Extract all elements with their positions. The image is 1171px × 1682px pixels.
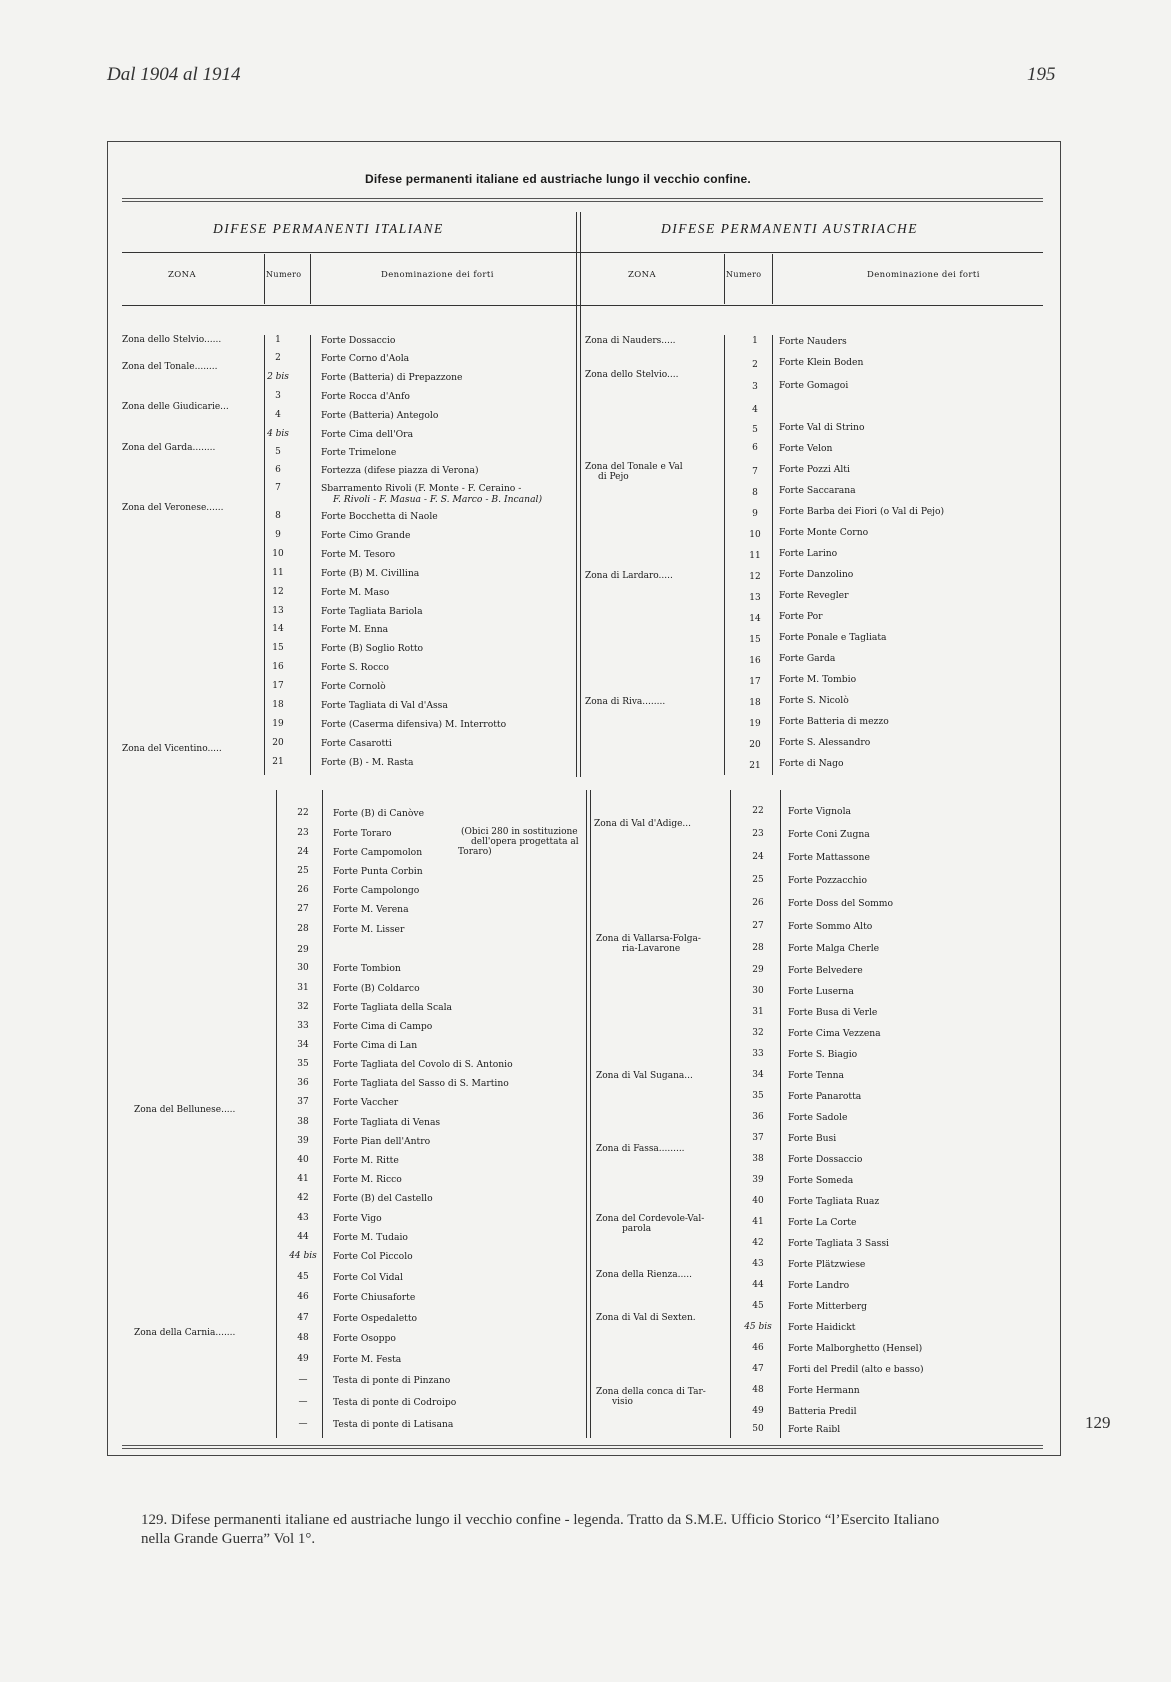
row-number: 41 — [752, 1217, 764, 1227]
forte-name: Forte (Batteria) Antegolo — [321, 410, 439, 421]
forte-name: Forte M. Ricco — [333, 1174, 402, 1185]
row-number: 32 — [297, 1002, 309, 1012]
forte-name: Forte Campomolon — [333, 847, 423, 858]
forte-name: Forte Cornolò — [321, 681, 386, 692]
forte-name: Testa di ponte di Latisana — [333, 1419, 454, 1430]
forte-name-continued: F. Rivoli - F. Masua - F. S. Marco - B. Incanal) — [333, 494, 543, 505]
forte-name: Forte Pian dell'Antro — [333, 1136, 431, 1147]
forte-name: Forte M. Verena — [333, 904, 409, 915]
forte-name: Forte Mitterberg — [788, 1301, 867, 1312]
figure-number: 129 — [1085, 1413, 1111, 1432]
zone-label: visio — [612, 1397, 633, 1407]
col-zona-it: ZONA — [168, 270, 197, 280]
row-number: 12 — [749, 572, 761, 582]
row-number: 34 — [297, 1040, 309, 1050]
forte-name: Forte Landro — [788, 1280, 850, 1291]
row-number: 10 — [272, 549, 284, 559]
zone-label: ria-Lavarone — [622, 944, 681, 954]
row-number: 5 — [752, 425, 758, 435]
row-number: 14 — [272, 624, 284, 634]
row-number: 15 — [272, 643, 284, 653]
row-number: 3 — [275, 391, 281, 401]
row-number: 29 — [752, 965, 764, 975]
row-number: 3 — [752, 382, 758, 392]
forte-name: Forte Dossaccio — [788, 1154, 863, 1165]
row-number: 7 — [752, 467, 758, 477]
forte-name: Forte Doss del Sommo — [788, 898, 894, 909]
forte-name: Forte Tagliata Ruaz — [788, 1196, 880, 1207]
note-obici: Toraro) — [458, 847, 492, 857]
forte-name: Forte S. Biagio — [788, 1049, 858, 1060]
forte-name: Forte (B) di Canòve — [333, 808, 425, 819]
row-number: 45 — [752, 1301, 764, 1311]
forte-name: Forte Raibl — [788, 1424, 841, 1435]
row-number: 10 — [749, 530, 761, 540]
row-number: 39 — [752, 1175, 764, 1185]
row-number: 37 — [297, 1097, 309, 1107]
forte-name: Forte Cima di Campo — [333, 1021, 433, 1032]
note-obici: dell'opera progettata al — [471, 837, 579, 847]
zone-label: Zona della Rienza..... — [596, 1270, 692, 1280]
col-divider — [322, 790, 323, 1438]
forte-name: Forte Col Vidal — [333, 1272, 403, 1283]
forte-name: Forte Klein Boden — [779, 357, 864, 368]
col-divider — [724, 254, 725, 304]
row-number: 13 — [272, 606, 284, 616]
forte-name: Forte S. Rocco — [321, 662, 389, 673]
row-number: 37 — [752, 1133, 764, 1143]
row-number: 43 — [297, 1213, 309, 1223]
forte-name: Forte Rocca d'Anfo — [321, 391, 410, 402]
col-numero-it: Numero — [266, 270, 302, 279]
forte-name: Forte Corno d'Aola — [321, 353, 410, 364]
row-number: 40 — [752, 1196, 764, 1206]
row-number: 35 — [297, 1059, 309, 1069]
rule — [122, 305, 1043, 306]
row-number: 2 bis — [267, 372, 289, 382]
italian-section-header: DIFESE PERMANENTI ITALIANE — [213, 221, 444, 236]
row-number: 42 — [297, 1193, 309, 1203]
row-number: 30 — [297, 963, 309, 973]
forte-name: Forte M. Tesoro — [321, 549, 396, 560]
forte-name: Forte Sadole — [788, 1112, 848, 1123]
row-number: 26 — [752, 898, 764, 908]
forte-name: Batteria Predil — [788, 1406, 857, 1417]
col-divider — [310, 254, 311, 304]
zone-label: Zona dello Stelvio...... — [122, 335, 222, 345]
row-number: 36 — [297, 1078, 309, 1088]
center-divider — [580, 307, 581, 777]
forte-name: Forte M. Ritte — [333, 1155, 399, 1166]
zone-label: Zona di Vallarsa-Folga- — [596, 934, 701, 944]
forte-name: Forte Tagliata del Covolo di S. Antonio — [333, 1059, 513, 1070]
forte-name: Forte (B) del Castello — [333, 1193, 433, 1204]
col-divider — [724, 335, 725, 775]
row-number: 46 — [297, 1292, 309, 1302]
col-denominazione-it: Denominazione dei forti — [381, 270, 494, 280]
forte-name: Testa di ponte di Codroipo — [333, 1397, 457, 1408]
rule — [122, 201, 1043, 202]
row-number: 2 — [752, 360, 758, 370]
row-number: 41 — [297, 1174, 309, 1184]
forte-name: Forte Saccarana — [779, 485, 856, 496]
forte-name: Forte Vignola — [788, 806, 852, 817]
forte-name: Forte Panarotta — [788, 1091, 862, 1102]
row-number: 4 — [275, 410, 281, 420]
row-number: 48 — [297, 1333, 309, 1343]
row-number: 35 — [752, 1091, 764, 1101]
page-number: 195 — [1027, 64, 1056, 85]
row-number: 47 — [752, 1364, 764, 1374]
forte-name: Forte Hermann — [788, 1385, 860, 1396]
zone-label: Zona di Val d'Adige... — [594, 819, 692, 829]
forte-name: Forte Malborghetto (Hensel) — [788, 1343, 923, 1354]
center-divider — [580, 212, 581, 307]
forte-name: Forte Pozzacchio — [788, 875, 868, 886]
col-divider — [772, 254, 773, 304]
row-number: 4 bis — [267, 429, 289, 439]
forte-name: Forte Busi — [788, 1133, 837, 1144]
zone-label: Zona del Bellunese..... — [134, 1105, 236, 1115]
forte-name: Forte La Corte — [788, 1217, 857, 1228]
row-number: 34 — [752, 1070, 764, 1080]
forte-name: Forte S. Alessandro — [779, 737, 871, 748]
forte-name: Forte Casarotti — [321, 738, 392, 749]
center-divider — [576, 307, 577, 777]
forte-name: Forte Cimo Grande — [321, 530, 411, 541]
row-number: 17 — [749, 677, 761, 687]
col-denominazione-at: Denominazione dei forti — [867, 270, 980, 280]
zone-label: Zona dello Stelvio.... — [585, 370, 679, 380]
forte-name: Forte Punta Corbin — [333, 866, 423, 877]
zone-label: Zona della Carnia....... — [134, 1328, 236, 1338]
row-number: 9 — [275, 530, 281, 540]
center-divider — [586, 790, 587, 1438]
row-number: 19 — [749, 719, 761, 729]
zone-label: Zona di Val Sugana... — [596, 1071, 693, 1081]
forte-name: Forte (B) Soglio Rotto — [321, 643, 424, 654]
row-number: 1 — [752, 336, 758, 346]
forte-name: Forte M. Lisser — [333, 924, 405, 935]
forte-name: Forte (B) M. Civillina — [321, 568, 420, 579]
row-number: 33 — [752, 1049, 764, 1059]
zone-label: Zona di Val di Sexten. — [596, 1313, 696, 1323]
forte-name: Forte S. Nicolò — [779, 695, 849, 706]
forte-name: Forte Tagliata Bariola — [321, 606, 423, 617]
running-header-title: Dal 1904 al 1914 — [107, 64, 241, 85]
forte-name: Forte M. Festa — [333, 1354, 402, 1365]
zone-label: Zona di Nauders..... — [585, 336, 676, 346]
row-number: 49 — [752, 1406, 764, 1416]
row-number: 12 — [272, 587, 284, 597]
row-number: 5 — [275, 447, 281, 457]
forte-name: Forte Cima di Lan — [333, 1040, 418, 1051]
forte-name: Forte Velon — [779, 443, 833, 454]
row-number: 48 — [752, 1385, 764, 1395]
forte-name: Forte Danzolino — [779, 569, 854, 580]
row-number: 8 — [275, 511, 281, 521]
row-number: 15 — [749, 635, 761, 645]
forte-name: Forte Campolongo — [333, 885, 420, 896]
row-number: 30 — [752, 986, 764, 996]
row-number: 33 — [297, 1021, 309, 1031]
row-number: 49 — [297, 1354, 309, 1364]
rule — [122, 1448, 1043, 1449]
forte-name: Forte Tagliata di Val d'Assa — [321, 700, 448, 711]
col-divider — [264, 254, 265, 304]
col-divider — [730, 790, 731, 1438]
forte-name: Forte Larino — [779, 548, 838, 559]
zone-label: Zona del Tonale........ — [122, 362, 218, 372]
forte-name: Forte Osoppo — [333, 1333, 396, 1344]
forte-name: Forte Malga Cherle — [788, 943, 880, 954]
forte-name: Forte Gomagoi — [779, 380, 849, 391]
row-number: 27 — [752, 921, 764, 931]
row-number: 18 — [749, 698, 761, 708]
forte-name: Forte M. Enna — [321, 624, 389, 635]
row-number: 45 bis — [744, 1322, 772, 1332]
forte-name: Forte Bocchetta di Naole — [321, 511, 438, 522]
row-number: 24 — [297, 847, 309, 857]
forte-name: Forte Pozzi Alti — [779, 464, 850, 475]
row-number: 23 — [752, 829, 764, 839]
forte-name: Forte Sommo Alto — [788, 921, 873, 932]
forte-name: Forte M. Tombio — [779, 674, 857, 685]
row-number: 16 — [272, 662, 284, 672]
rule — [122, 198, 1043, 199]
row-number: 6 — [752, 443, 758, 453]
row-number: 23 — [297, 828, 309, 838]
forte-name: Forte (Caserma difensiva) M. Interrotto — [321, 719, 507, 730]
zone-label: Zona del Tonale e Val — [585, 462, 683, 472]
austrian-section-header: DIFESE PERMANENTI AUSTRIACHE — [661, 221, 918, 236]
col-divider — [772, 335, 773, 775]
zone-label: Zona del Veronese...... — [122, 503, 224, 513]
col-divider — [780, 790, 781, 1438]
forte-name: Forte Trimelone — [321, 447, 397, 458]
row-number: 24 — [752, 852, 764, 862]
row-number: 32 — [752, 1028, 764, 1038]
forte-name: Forte Vigo — [333, 1213, 382, 1224]
forte-name: Fortezza (difese piazza di Verona) — [321, 465, 479, 476]
forte-name: Forte Col Piccolo — [333, 1251, 413, 1262]
row-number: 39 — [297, 1136, 309, 1146]
forte-name: Forte Val di Strino — [779, 422, 865, 433]
forte-name: Forte M. Tudaio — [333, 1232, 408, 1243]
row-number: 20 — [272, 738, 284, 748]
row-number: 36 — [752, 1112, 764, 1122]
center-divider — [576, 212, 577, 307]
forte-name: Forte di Nago — [779, 758, 844, 769]
forte-name: Forte M. Maso — [321, 587, 390, 598]
forte-name: Forte Nauders — [779, 336, 847, 347]
row-number: 43 — [752, 1259, 764, 1269]
row-number: 9 — [752, 509, 758, 519]
forte-name: Forte Luserna — [788, 986, 854, 997]
zone-label: Zona di Lardaro..... — [585, 571, 673, 581]
center-divider — [590, 790, 591, 1438]
row-number: 18 — [272, 700, 284, 710]
row-number: 4 — [752, 405, 758, 415]
rule — [122, 252, 1043, 253]
row-number: 26 — [297, 885, 309, 895]
row-number: 19 — [272, 719, 284, 729]
zone-label: Zona di Riva........ — [585, 697, 666, 707]
row-number: 44 — [752, 1280, 764, 1290]
forte-name: Forte Mattassone — [788, 852, 870, 863]
zone-label: di Pejo — [598, 472, 629, 482]
forte-name: Forte Monte Corno — [779, 527, 869, 538]
row-number: 17 — [272, 681, 284, 691]
col-numero-at: Numero — [726, 270, 762, 279]
forte-name: Forte (Batteria) di Prepazzone — [321, 372, 463, 383]
row-number: 16 — [749, 656, 761, 666]
row-number: 25 — [752, 875, 764, 885]
row-number: 28 — [297, 924, 309, 934]
row-number: 28 — [752, 943, 764, 953]
forte-name: Forte Plätzwiese — [788, 1259, 866, 1270]
forte-name: Sbarramento Rivoli (F. Monte - F. Ceraino - — [321, 483, 522, 494]
forte-name: Forte Cima Vezzena — [788, 1028, 881, 1039]
row-number: 45 — [297, 1272, 309, 1282]
row-number: 38 — [752, 1154, 764, 1164]
row-number: 14 — [749, 614, 761, 624]
zone-label: Zona della conca di Tar- — [596, 1387, 706, 1397]
figure-caption-line1: 129. Difese permanenti italiane ed austriache lungo il vecchio confine - legenda. Tratto da S.M.E. Ufficio Storico “l’Esercito Italiano — [141, 1512, 940, 1528]
forte-name: Forte Ponale e Tagliata — [779, 632, 887, 643]
rule — [122, 1445, 1043, 1446]
forte-name: Forte Por — [779, 611, 823, 622]
forte-name: Forte Ospedaletto — [333, 1313, 418, 1324]
row-number: 22 — [297, 808, 309, 818]
row-number: 40 — [297, 1155, 309, 1165]
row-number: 20 — [749, 740, 761, 750]
col-zona-at: ZONA — [628, 270, 657, 280]
table-frame — [107, 141, 1061, 1456]
figure-caption-line2: nella Grande Guerra” Vol 1°. — [141, 1531, 316, 1547]
zone-label: Zona del Cordevole-Val- — [596, 1214, 705, 1224]
forte-name: Forte Vaccher — [333, 1097, 399, 1108]
row-number: — — [298, 1397, 308, 1407]
row-number: 8 — [752, 488, 758, 498]
forte-name: Forte Tenna — [788, 1070, 845, 1081]
col-divider — [310, 335, 311, 775]
row-number: 21 — [272, 757, 284, 767]
forte-name: Forte Barba dei Fiori (o Val di Pejo) — [779, 506, 945, 517]
row-number: 42 — [752, 1238, 764, 1248]
row-number: 47 — [297, 1313, 309, 1323]
col-divider — [276, 790, 277, 1438]
row-number: 22 — [752, 806, 764, 816]
zone-label: parola — [622, 1224, 652, 1234]
row-number: 38 — [297, 1117, 309, 1127]
row-number: 31 — [297, 983, 309, 993]
row-number: 29 — [297, 945, 309, 955]
forte-name: Forte Tagliata 3 Sassi — [788, 1238, 889, 1249]
row-number: 7 — [275, 483, 281, 493]
forte-name: Forte Revegler — [779, 590, 849, 601]
forte-name: Forte Tagliata della Scala — [333, 1002, 452, 1013]
forte-name: Testa di ponte di Pinzano — [333, 1375, 451, 1386]
row-number: 11 — [272, 568, 284, 578]
note-obici: (Obici 280 in sostituzione — [461, 827, 578, 837]
row-number: — — [298, 1419, 308, 1429]
zone-label: Zona del Garda........ — [122, 443, 216, 453]
row-number: 6 — [275, 465, 281, 475]
row-number: 31 — [752, 1007, 764, 1017]
row-number: 44 bis — [289, 1251, 317, 1261]
forte-name: Forte Dossaccio — [321, 335, 396, 346]
table-title: Difese permanenti italiane ed austriache lungo il vecchio confine. — [365, 172, 751, 186]
forte-name: Forte Coni Zugna — [788, 829, 870, 840]
forte-name: Forte Toraro — [333, 828, 392, 839]
row-number: 11 — [749, 551, 761, 561]
row-number: 1 — [275, 335, 281, 345]
row-number: — — [298, 1375, 308, 1385]
zone-label: Zona delle Giudicarie... — [122, 402, 229, 412]
zone-label: Zona di Fassa......... — [596, 1144, 685, 1154]
row-number: 25 — [297, 866, 309, 876]
row-number: 44 — [297, 1232, 309, 1242]
forte-name: Forte Tagliata di Venas — [333, 1117, 441, 1128]
forte-name: Forte Batteria di mezzo — [779, 716, 889, 727]
forte-name: Forte Haidickt — [788, 1322, 856, 1333]
forte-name: Forte Busa di Verle — [788, 1007, 878, 1018]
forte-name: Forte Belvedere — [788, 965, 863, 976]
forte-name: Forte Garda — [779, 653, 836, 664]
forte-name: Forti del Predil (alto e basso) — [788, 1364, 924, 1375]
forte-name: Forte Someda — [788, 1175, 854, 1186]
forte-name: Forte Tagliata del Sasso di S. Martino — [333, 1078, 509, 1089]
forte-name: Forte Tombion — [333, 963, 401, 974]
zone-label: Zona del Vicentino..... — [122, 744, 222, 754]
row-number: 13 — [749, 593, 761, 603]
forte-name: Forte Cima dell'Ora — [321, 429, 414, 440]
row-number: 2 — [275, 353, 281, 363]
forte-name: Forte (B) - M. Rasta — [321, 757, 414, 768]
forte-name: Forte (B) Coldarco — [333, 983, 420, 994]
row-number: 21 — [749, 761, 761, 771]
row-number: 27 — [297, 904, 309, 914]
row-number: 50 — [752, 1424, 764, 1434]
forte-name: Forte Chiusaforte — [333, 1292, 416, 1303]
row-number: 46 — [752, 1343, 764, 1353]
